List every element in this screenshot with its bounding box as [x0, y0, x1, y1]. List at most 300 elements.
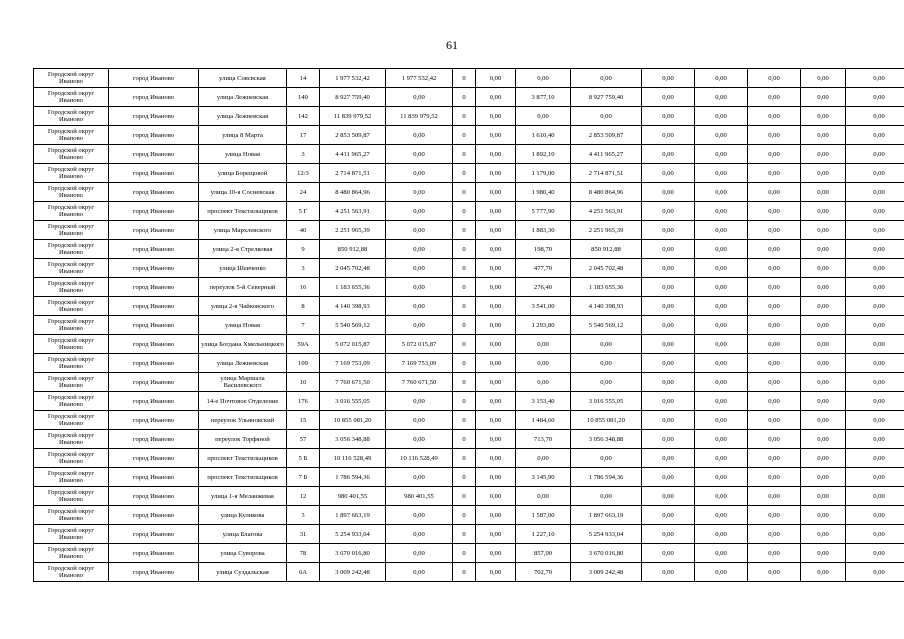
cell-value-col-4: 0,00 — [476, 164, 516, 183]
cell-area: 3 877,10 — [516, 88, 571, 107]
table-row — [34, 563, 904, 582]
cell-house-number: 7 — [287, 316, 320, 335]
cell-value-col-11: 0,00 — [846, 69, 904, 88]
cell-value-col-4: 0,00 — [476, 145, 516, 164]
cell-value-col-8: 0,00 — [695, 430, 748, 449]
cell-value-col-7: 0,00 — [642, 145, 695, 164]
cell-cost-col-2: 11 839 979,52 — [386, 107, 453, 126]
cell-value-col-11: 0,00 — [846, 240, 904, 259]
cell-area: 1 892,10 — [516, 145, 571, 164]
cell-value-col-8: 0,00 — [695, 126, 748, 145]
table-row — [34, 354, 904, 373]
cell-value-col-9: 0,00 — [748, 145, 801, 164]
cell-value-col-9: 0,00 — [748, 316, 801, 335]
cell-cost-col-6: 3 670 016,80 — [571, 544, 642, 563]
cell-total-cost: 2 045 702,48 — [320, 259, 386, 278]
table-row — [34, 525, 904, 544]
cell-value-col-9: 0,00 — [748, 449, 801, 468]
cell-value-col-4: 0,00 — [476, 69, 516, 88]
cell-value-col-10: 0,00 — [801, 202, 846, 221]
cell-cost-col-2: 0,00 — [386, 430, 453, 449]
cell-municipality: Городской округ Иваново — [34, 392, 109, 411]
cell-settlement: город Иваново — [109, 373, 199, 392]
cell-house-number: 5 Б — [287, 449, 320, 468]
cell-settlement: город Иваново — [109, 506, 199, 525]
cell-value-col-11: 0,00 — [846, 221, 904, 240]
cell-value-col-8: 0,00 — [695, 316, 748, 335]
cell-cost-col-2: 0,00 — [386, 468, 453, 487]
cell-value-col-9: 0,00 — [748, 107, 801, 126]
cell-area: 5 777,90 — [516, 202, 571, 221]
cell-area: 3 145,90 — [516, 468, 571, 487]
cell-count-col: 0 — [453, 259, 476, 278]
cell-value-col-11: 0,00 — [846, 202, 904, 221]
cell-count-col: 0 — [453, 164, 476, 183]
cell-value-col-9: 0,00 — [748, 88, 801, 107]
cell-cost-col-2: 0,00 — [386, 411, 453, 430]
cell-value-col-10: 0,00 — [801, 69, 846, 88]
cell-cost-col-6: 3 056 348,88 — [571, 430, 642, 449]
cell-house-number: 16 — [287, 278, 320, 297]
cell-cost-col-6: 5 540 569,12 — [571, 316, 642, 335]
cell-value-col-4: 0,00 — [476, 468, 516, 487]
cell-total-cost: 4 411 965,27 — [320, 145, 386, 164]
cell-count-col: 0 — [453, 525, 476, 544]
cell-cost-col-2: 0,00 — [386, 88, 453, 107]
cell-value-col-8: 0,00 — [695, 392, 748, 411]
cell-total-cost: 3 009 242,48 — [320, 563, 386, 582]
cell-value-col-4: 0,00 — [476, 487, 516, 506]
cell-house-number: 9 — [287, 240, 320, 259]
cell-municipality: Городской округ Иваново — [34, 221, 109, 240]
cell-area: 198,70 — [516, 240, 571, 259]
table-row — [34, 145, 904, 164]
cell-house-number: 12/3 — [287, 164, 320, 183]
cell-value-col-11: 0,00 — [846, 107, 904, 126]
cell-value-col-10: 0,00 — [801, 468, 846, 487]
cell-value-col-7: 0,00 — [642, 69, 695, 88]
cell-area: 0,00 — [516, 335, 571, 354]
cell-value-col-4: 0,00 — [476, 107, 516, 126]
table-row — [34, 164, 904, 183]
cell-value-col-7: 0,00 — [642, 487, 695, 506]
cell-street: улица Новая — [199, 145, 287, 164]
cell-settlement: город Иваново — [109, 468, 199, 487]
cell-municipality: Городской округ Иваново — [34, 202, 109, 221]
cell-count-col: 0 — [453, 354, 476, 373]
cell-settlement: город Иваново — [109, 183, 199, 202]
cell-municipality: Городской округ Иваново — [34, 354, 109, 373]
cell-value-col-10: 0,00 — [801, 278, 846, 297]
table-row — [34, 88, 904, 107]
cell-total-cost: 5 540 569,12 — [320, 316, 386, 335]
cell-value-col-9: 0,00 — [748, 544, 801, 563]
cell-cost-col-6: 3 009 242,48 — [571, 563, 642, 582]
cell-total-cost: 2 853 509,87 — [320, 126, 386, 145]
cell-value-col-7: 0,00 — [642, 240, 695, 259]
table-row — [34, 69, 904, 88]
cell-street: улица Маршала Василевского — [199, 373, 287, 392]
cell-value-col-10: 0,00 — [801, 392, 846, 411]
cell-value-col-7: 0,00 — [642, 164, 695, 183]
cell-settlement: город Иваново — [109, 221, 199, 240]
cell-area: 0,00 — [516, 487, 571, 506]
table-body — [34, 69, 904, 582]
cell-street: проспект Текстильщиков — [199, 468, 287, 487]
cell-total-cost: 4 251 563,91 — [320, 202, 386, 221]
cell-value-col-11: 0,00 — [846, 430, 904, 449]
cell-house-number: 17 — [287, 126, 320, 145]
cell-value-col-7: 0,00 — [642, 373, 695, 392]
cell-area: 3 541,00 — [516, 297, 571, 316]
cell-value-col-4: 0,00 — [476, 411, 516, 430]
cell-municipality: Городской округ Иваново — [34, 525, 109, 544]
cell-count-col: 0 — [453, 449, 476, 468]
cell-cost-col-2: 980 401,55 — [386, 487, 453, 506]
table-row — [34, 183, 904, 202]
cell-cost-col-2: 10 116 528,49 — [386, 449, 453, 468]
cell-value-col-9: 0,00 — [748, 278, 801, 297]
cell-value-col-9: 0,00 — [748, 468, 801, 487]
cell-street: переулок Торфяной — [199, 430, 287, 449]
cell-municipality: Городской округ Иваново — [34, 316, 109, 335]
cell-value-col-9: 0,00 — [748, 221, 801, 240]
cell-count-col: 0 — [453, 88, 476, 107]
cell-value-col-4: 0,00 — [476, 240, 516, 259]
cell-cost-col-6: 1 786 594,36 — [571, 468, 642, 487]
cell-value-col-10: 0,00 — [801, 259, 846, 278]
cell-cost-col-6: 850 912,88 — [571, 240, 642, 259]
cell-street: улица Богдана Хмельницкого — [199, 335, 287, 354]
cell-area: 713,70 — [516, 430, 571, 449]
cell-value-col-11: 0,00 — [846, 373, 904, 392]
cell-total-cost: 1 897 663,19 — [320, 506, 386, 525]
cell-value-col-11: 0,00 — [846, 297, 904, 316]
cell-count-col: 0 — [453, 411, 476, 430]
cell-value-col-4: 0,00 — [476, 316, 516, 335]
cell-value-col-8: 0,00 — [695, 411, 748, 430]
cell-house-number: 6А — [287, 563, 320, 582]
cell-cost-col-6: 1 897 663,19 — [571, 506, 642, 525]
cell-cost-col-2: 0,00 — [386, 183, 453, 202]
cell-settlement: город Иваново — [109, 354, 199, 373]
cell-value-col-8: 0,00 — [695, 278, 748, 297]
cell-value-col-4: 0,00 — [476, 278, 516, 297]
cell-total-cost: 10 855 081,20 — [320, 411, 386, 430]
cell-value-col-8: 0,00 — [695, 468, 748, 487]
cell-value-col-7: 0,00 — [642, 202, 695, 221]
cell-area: 276,40 — [516, 278, 571, 297]
cell-value-col-7: 0,00 — [642, 259, 695, 278]
cell-value-col-4: 0,00 — [476, 335, 516, 354]
cell-municipality: Городской округ Иваново — [34, 335, 109, 354]
cell-house-number: 109 — [287, 354, 320, 373]
cell-value-col-10: 0,00 — [801, 449, 846, 468]
cell-value-col-10: 0,00 — [801, 525, 846, 544]
cell-settlement: город Иваново — [109, 164, 199, 183]
cell-value-col-11: 0,00 — [846, 468, 904, 487]
cell-value-col-4: 0,00 — [476, 126, 516, 145]
cell-municipality: Городской округ Иваново — [34, 506, 109, 525]
cell-house-number: 78 — [287, 544, 320, 563]
cell-area: 0,00 — [516, 69, 571, 88]
cell-value-col-9: 0,00 — [748, 392, 801, 411]
cell-cost-col-2: 0,00 — [386, 316, 453, 335]
cell-cost-col-6: 1 183 655,36 — [571, 278, 642, 297]
cell-house-number: 10 — [287, 373, 320, 392]
cell-settlement: город Иваново — [109, 563, 199, 582]
cell-value-col-9: 0,00 — [748, 525, 801, 544]
cell-street: улица Лежневская — [199, 88, 287, 107]
cell-value-col-10: 0,00 — [801, 164, 846, 183]
cell-total-cost: 850 912,88 — [320, 240, 386, 259]
cell-cost-col-6: 0,00 — [571, 354, 642, 373]
cell-value-col-9: 0,00 — [748, 335, 801, 354]
cell-settlement: город Иваново — [109, 240, 199, 259]
cell-area: 1 610,40 — [516, 126, 571, 145]
cell-value-col-8: 0,00 — [695, 221, 748, 240]
cell-value-col-11: 0,00 — [846, 411, 904, 430]
cell-house-number: 40 — [287, 221, 320, 240]
cell-total-cost: 10 116 528,49 — [320, 449, 386, 468]
cell-house-number: 176 — [287, 392, 320, 411]
cell-cost-col-2: 0,00 — [386, 297, 453, 316]
cell-municipality: Городской округ Иваново — [34, 430, 109, 449]
cell-value-col-9: 0,00 — [748, 164, 801, 183]
cell-value-col-8: 0,00 — [695, 259, 748, 278]
cell-value-col-4: 0,00 — [476, 354, 516, 373]
cell-count-col: 0 — [453, 335, 476, 354]
cell-count-col: 0 — [453, 468, 476, 487]
cell-value-col-9: 0,00 — [748, 563, 801, 582]
cell-value-col-4: 0,00 — [476, 430, 516, 449]
cell-cost-col-6: 8 480 864,96 — [571, 183, 642, 202]
cell-settlement: город Иваново — [109, 487, 199, 506]
cell-count-col: 0 — [453, 316, 476, 335]
cell-total-cost: 3 056 348,88 — [320, 430, 386, 449]
cell-street: улица Суздальская — [199, 563, 287, 582]
cell-area: 702,70 — [516, 563, 571, 582]
cell-cost-col-6: 0,00 — [571, 449, 642, 468]
cell-street: улица 2-я Чайковского — [199, 297, 287, 316]
cell-house-number: 5 Г — [287, 202, 320, 221]
cell-settlement: город Иваново — [109, 411, 199, 430]
cell-street: улица Шевченко — [199, 259, 287, 278]
cell-municipality: Городской округ Иваново — [34, 164, 109, 183]
cell-value-col-10: 0,00 — [801, 221, 846, 240]
cell-area: 0,00 — [516, 107, 571, 126]
table-row — [34, 335, 904, 354]
cell-total-cost: 3 670 016,80 — [320, 544, 386, 563]
cell-value-col-8: 0,00 — [695, 373, 748, 392]
cell-cost-col-2: 7 169 753,09 — [386, 354, 453, 373]
cell-cost-col-6: 0,00 — [571, 373, 642, 392]
cell-settlement: город Иваново — [109, 259, 199, 278]
cell-settlement: город Иваново — [109, 145, 199, 164]
cell-value-col-10: 0,00 — [801, 411, 846, 430]
table-row — [34, 202, 904, 221]
cell-value-col-8: 0,00 — [695, 88, 748, 107]
cell-settlement: город Иваново — [109, 297, 199, 316]
cell-cost-col-6: 4 411 965,27 — [571, 145, 642, 164]
table-row — [34, 487, 904, 506]
cell-house-number: 3 — [287, 259, 320, 278]
cell-count-col: 0 — [453, 373, 476, 392]
cell-cost-col-6: 2 251 965,39 — [571, 221, 642, 240]
cell-cost-col-2: 0,00 — [386, 506, 453, 525]
cell-value-col-10: 0,00 — [801, 487, 846, 506]
cell-house-number: 8 — [287, 297, 320, 316]
cell-value-col-10: 0,00 — [801, 544, 846, 563]
cell-value-col-10: 0,00 — [801, 563, 846, 582]
cell-total-cost: 5 072 015,87 — [320, 335, 386, 354]
table-row — [34, 373, 904, 392]
cell-value-col-7: 0,00 — [642, 297, 695, 316]
cell-cost-col-2: 0,00 — [386, 259, 453, 278]
cell-house-number: 140 — [287, 88, 320, 107]
cell-municipality: Городской округ Иваново — [34, 297, 109, 316]
data-table — [33, 68, 904, 582]
cell-value-col-7: 0,00 — [642, 525, 695, 544]
cell-total-cost: 5 254 933,04 — [320, 525, 386, 544]
cell-area: 1 227,10 — [516, 525, 571, 544]
cell-value-col-7: 0,00 — [642, 544, 695, 563]
cell-street: 14-е Почтовое Отделение — [199, 392, 287, 411]
cell-count-col: 0 — [453, 183, 476, 202]
cell-cost-col-2: 0,00 — [386, 202, 453, 221]
cell-value-col-11: 0,00 — [846, 278, 904, 297]
cell-value-col-8: 0,00 — [695, 164, 748, 183]
cell-municipality: Городской округ Иваново — [34, 69, 109, 88]
cell-value-col-10: 0,00 — [801, 126, 846, 145]
cell-value-col-7: 0,00 — [642, 221, 695, 240]
cell-street: улица Лежневская — [199, 107, 287, 126]
cell-value-col-7: 0,00 — [642, 335, 695, 354]
cell-value-col-7: 0,00 — [642, 183, 695, 202]
cell-value-col-8: 0,00 — [695, 506, 748, 525]
cell-value-col-7: 0,00 — [642, 449, 695, 468]
cell-settlement: город Иваново — [109, 278, 199, 297]
cell-municipality: Городской округ Иваново — [34, 487, 109, 506]
cell-settlement: город Иваново — [109, 335, 199, 354]
cell-house-number: 3 — [287, 506, 320, 525]
cell-municipality: Городской округ Иваново — [34, 449, 109, 468]
table-row — [34, 240, 904, 259]
table-row — [34, 316, 904, 335]
cell-street: улица Благова — [199, 525, 287, 544]
cell-settlement: город Иваново — [109, 392, 199, 411]
cell-street: переулок 5-й Северный — [199, 278, 287, 297]
cell-value-col-9: 0,00 — [748, 506, 801, 525]
cell-value-col-7: 0,00 — [642, 430, 695, 449]
table-row — [34, 392, 904, 411]
cell-value-col-8: 0,00 — [695, 183, 748, 202]
cell-value-col-11: 0,00 — [846, 183, 904, 202]
cell-value-col-9: 0,00 — [748, 259, 801, 278]
cell-settlement: город Иваново — [109, 316, 199, 335]
cell-street: улица 2-я Стрелковая — [199, 240, 287, 259]
cell-value-col-4: 0,00 — [476, 202, 516, 221]
cell-value-col-10: 0,00 — [801, 145, 846, 164]
cell-value-col-4: 0,00 — [476, 544, 516, 563]
cell-value-col-10: 0,00 — [801, 430, 846, 449]
cell-area: 1 980,40 — [516, 183, 571, 202]
cell-value-col-9: 0,00 — [748, 202, 801, 221]
cell-value-col-4: 0,00 — [476, 297, 516, 316]
cell-value-col-9: 0,00 — [748, 126, 801, 145]
cell-value-col-4: 0,00 — [476, 392, 516, 411]
cell-house-number: 12 — [287, 487, 320, 506]
cell-cost-col-2: 0,00 — [386, 240, 453, 259]
cell-value-col-10: 0,00 — [801, 354, 846, 373]
cell-value-col-4: 0,00 — [476, 563, 516, 582]
cell-municipality: Городской округ Иваново — [34, 88, 109, 107]
cell-street: улица Мархлевского — [199, 221, 287, 240]
cell-value-col-8: 0,00 — [695, 240, 748, 259]
cell-cost-col-6: 8 927 759,40 — [571, 88, 642, 107]
cell-count-col: 0 — [453, 221, 476, 240]
cell-cost-col-2: 0,00 — [386, 126, 453, 145]
cell-value-col-9: 0,00 — [748, 373, 801, 392]
cell-municipality: Городской округ Иваново — [34, 563, 109, 582]
cell-settlement: город Иваново — [109, 69, 199, 88]
cell-street: улица 8 Марта — [199, 126, 287, 145]
cell-street: улица Борещовой — [199, 164, 287, 183]
cell-settlement: город Иваново — [109, 202, 199, 221]
cell-cost-col-6: 10 855 081,20 — [571, 411, 642, 430]
cell-count-col: 0 — [453, 544, 476, 563]
cell-municipality: Городской округ Иваново — [34, 544, 109, 563]
cell-street: улица Суворова — [199, 544, 287, 563]
cell-area: 1 484,60 — [516, 411, 571, 430]
cell-total-cost: 4 140 398,93 — [320, 297, 386, 316]
cell-value-col-8: 0,00 — [695, 145, 748, 164]
cell-cost-col-6: 0,00 — [571, 335, 642, 354]
cell-house-number: 142 — [287, 107, 320, 126]
cell-cost-col-6: 4 140 398,93 — [571, 297, 642, 316]
cell-value-col-9: 0,00 — [748, 240, 801, 259]
cell-value-col-9: 0,00 — [748, 354, 801, 373]
cell-count-col: 0 — [453, 278, 476, 297]
cell-municipality: Городской округ Иваново — [34, 107, 109, 126]
cell-count-col: 0 — [453, 107, 476, 126]
cell-municipality: Городской округ Иваново — [34, 240, 109, 259]
cell-count-col: 0 — [453, 69, 476, 88]
cell-value-col-11: 0,00 — [846, 316, 904, 335]
cell-value-col-7: 0,00 — [642, 468, 695, 487]
cell-value-col-8: 0,00 — [695, 202, 748, 221]
cell-value-col-10: 0,00 — [801, 183, 846, 202]
cell-value-col-4: 0,00 — [476, 449, 516, 468]
cell-settlement: город Иваново — [109, 449, 199, 468]
cell-street: переулок Ульяновский — [199, 411, 287, 430]
cell-cost-col-6: 0,00 — [571, 487, 642, 506]
cell-value-col-7: 0,00 — [642, 107, 695, 126]
cell-house-number: 24 — [287, 183, 320, 202]
cell-value-col-8: 0,00 — [695, 544, 748, 563]
cell-value-col-8: 0,00 — [695, 107, 748, 126]
cell-value-col-7: 0,00 — [642, 316, 695, 335]
cell-value-col-4: 0,00 — [476, 525, 516, 544]
cell-area: 1 587,00 — [516, 506, 571, 525]
cell-value-col-10: 0,00 — [801, 373, 846, 392]
cell-value-col-4: 0,00 — [476, 373, 516, 392]
cell-municipality: Городской округ Иваново — [34, 468, 109, 487]
cell-count-col: 0 — [453, 202, 476, 221]
cell-cost-col-2: 0,00 — [386, 525, 453, 544]
table-row — [34, 449, 904, 468]
cell-area: 3 153,40 — [516, 392, 571, 411]
